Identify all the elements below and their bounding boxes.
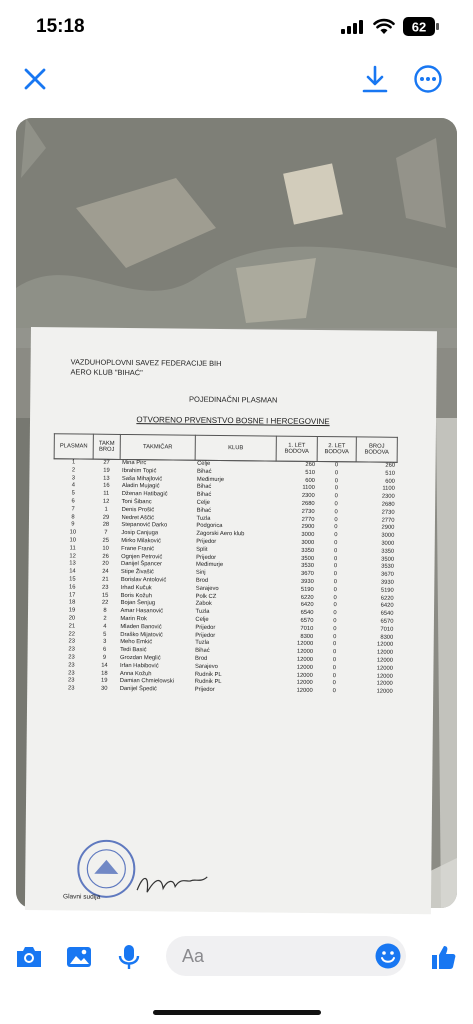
table-cell: 29 (102, 514, 110, 521)
table-cell: 3530 (381, 564, 395, 571)
table-cell: Prijedor (195, 624, 216, 631)
table-cell: 6220 (380, 595, 394, 602)
table-cell: 0 (333, 618, 337, 625)
table-cell: 9 (71, 521, 75, 528)
table-cell: 0 (334, 477, 339, 484)
microphone-icon[interactable] (114, 942, 144, 972)
table-cell: 23 (68, 662, 75, 669)
col-takm-broj: TAKM BROJ (93, 434, 120, 459)
table-cell: Mladen Banović (120, 623, 162, 631)
table-cell: Tuzla (195, 640, 210, 647)
table-cell: 7 (71, 506, 75, 513)
table-cell: 2900 (301, 524, 315, 531)
table-cell: 14 (101, 662, 108, 669)
table-cell: 6540 (300, 609, 314, 617)
table-cell: 5 (103, 631, 107, 638)
table-cell: 0 (333, 610, 337, 617)
table-cell: 23 (102, 584, 109, 591)
table-cell: 19 (101, 678, 108, 685)
table-cell: Meho Emkić (120, 639, 153, 646)
table-cell: 10 (69, 537, 77, 544)
table-cell: 13 (103, 475, 110, 482)
table-cell: 19 (68, 607, 76, 614)
table-cell: Grozdan Meglić (120, 654, 161, 662)
table-cell: 600 (305, 477, 315, 484)
table-cell: 0 (334, 547, 338, 554)
table-cell: 23 (68, 669, 75, 676)
table-cell: Dženan Hatibagić (121, 491, 168, 498)
table-cell: 12 (69, 552, 76, 560)
table-cell: Mirko Milaković (121, 537, 161, 545)
table-cell: 23 (68, 638, 75, 645)
table-cell: 0 (333, 555, 338, 562)
table-cell: 12000 (296, 656, 314, 663)
table-cell: 2300 (381, 493, 395, 501)
table-cell: 12000 (376, 673, 393, 680)
status-bar (0, 0, 473, 56)
table-cell: 9 (102, 654, 107, 661)
table-cell: 0 (333, 586, 337, 593)
table-cell: 3930 (300, 578, 314, 585)
table-cell: Prijedor (194, 686, 215, 694)
table-cell: 2900 (381, 525, 395, 532)
table-cell: 12000 (296, 680, 313, 687)
table-cell: Borislav Antolović (120, 576, 167, 584)
table-cell: 3670 (380, 571, 394, 578)
table-cell: 3 (103, 639, 107, 646)
table-cell: 6570 (380, 618, 394, 625)
table-cell: 0 (334, 462, 339, 469)
table-cell: 0 (333, 571, 338, 578)
table-cell: Toni Šibanc (121, 498, 152, 506)
status-time: 15:18 (36, 16, 85, 37)
table-cell: 7 (104, 529, 108, 536)
table-cell: Tedi Basić (120, 647, 147, 654)
table-cell: 22 (68, 630, 76, 638)
col-klub: KLUB (195, 435, 276, 461)
table-cell: 2770 (381, 517, 395, 524)
table-cell: 19 (103, 467, 110, 474)
table-cell: 2300 (301, 493, 315, 500)
table-cell: 3500 (381, 556, 395, 563)
table-cell: 0 (332, 672, 337, 679)
col-takmicar: TAKMIČAR (120, 434, 195, 460)
table-cell: 12000 (296, 648, 314, 656)
table-cell: 16 (69, 584, 76, 591)
download-icon[interactable] (361, 64, 389, 94)
table-cell: Aladin Mujagić (121, 483, 160, 490)
table-cell: 22 (101, 600, 109, 607)
table-cell: 13 (69, 560, 76, 567)
results-table (51, 433, 398, 696)
table-cell: 12000 (377, 641, 394, 649)
table-cell: Bihać (196, 507, 212, 514)
table-cell: 510 (305, 469, 316, 476)
table-cell: 17 (68, 591, 76, 599)
table-cell: Marin Rok (120, 615, 147, 623)
header-line: VAZDUHOPLOVNI SAVEZ FEDERACIJE BIH (70, 357, 222, 368)
table-cell: Draško Mijatović (120, 631, 163, 638)
table-cell: 0 (334, 532, 338, 539)
table-cell: 0 (334, 540, 338, 547)
table-cell: Međimurje (195, 562, 224, 569)
table-cell: 1 (104, 506, 108, 513)
table-cell: 1 (71, 459, 76, 466)
battery-level: 62 (411, 19, 427, 35)
table-cell: 27 (103, 459, 110, 466)
table-cell: 25 (102, 537, 110, 544)
table-header-row (54, 434, 397, 463)
table-cell: 12000 (376, 665, 393, 672)
table-cell: Saša Mihajlović (121, 475, 163, 482)
table-cell: 4 (103, 623, 107, 630)
table-cell: Irhad Kučuk (120, 584, 152, 592)
table-cell: 0 (333, 579, 337, 586)
table-cell: Sarajevo (194, 663, 218, 670)
table-cell: 0 (334, 508, 338, 516)
table-cell: 3350 (301, 547, 315, 554)
table-cell: Split (196, 546, 208, 553)
table-cell: 0 (334, 501, 338, 508)
table-cell: 24 (102, 568, 109, 575)
table-cell: 12000 (376, 680, 393, 688)
table-cell: Ognjen Petrović (121, 553, 163, 560)
table-cell: Stipe Živašić (120, 569, 154, 576)
table-cell: Danijel Špancer (120, 561, 162, 568)
table-cell: 12000 (376, 657, 394, 664)
table-cell: 510 (385, 470, 396, 477)
table-cell: 260 (385, 462, 396, 469)
table-cell: 8 (103, 607, 107, 614)
table-cell: 0 (334, 516, 338, 523)
table-cell: 2680 (301, 500, 315, 507)
table-cell: Rudnik PL (194, 671, 222, 678)
table-cell: 20 (102, 561, 109, 568)
table-cell: Zagorski Aero klub (196, 530, 245, 538)
table-cell: 3000 (381, 532, 395, 539)
table-cell: Celje (197, 460, 211, 467)
table-cell: 3000 (381, 540, 395, 547)
table-cell: 6540 (380, 610, 394, 617)
table-cell: 260 (305, 461, 316, 468)
table-cell: 30 (100, 685, 108, 692)
signature-label: Glavni sudija (62, 893, 101, 901)
viewer-toolbar (0, 58, 473, 102)
table-cell: 15 (101, 592, 109, 599)
table-cell: Ibrahim Topić (121, 467, 157, 475)
table-cell: 5 (71, 490, 75, 497)
table-cell: 15 (69, 576, 76, 583)
table-cell: 0 (333, 563, 338, 570)
table-cell: Brod (195, 577, 209, 584)
table-cell: 6 (71, 498, 75, 505)
document-subtitle: OTVORENO PRVENSTVO BOSNE I HERCEGOVINE (136, 415, 330, 427)
table-cell: Rudnik PL (194, 679, 222, 686)
table-cell: 18 (101, 670, 108, 677)
more-options-icon[interactable] (413, 64, 443, 94)
table-cell: 0 (333, 633, 337, 640)
col-let1: 1. LET BODOVA (276, 436, 317, 461)
table-cell: 1100 (302, 485, 315, 492)
table-cell: Tuzla (196, 515, 211, 522)
table-cell: 11 (69, 545, 76, 552)
table-cell: 7010 (300, 625, 314, 632)
table-cell: 0 (334, 469, 339, 477)
table-cell: 2 (103, 615, 107, 622)
table-cell: 3670 (300, 570, 314, 578)
table-cell: 21 (68, 623, 76, 630)
col-plasman: PLASMAN (54, 434, 93, 459)
table-cell: 0 (333, 625, 337, 632)
close-icon[interactable] (22, 66, 48, 92)
table-cell: 2680 (381, 501, 395, 508)
col-total: BROJ BODOVA (356, 437, 397, 462)
battery-icon (403, 17, 439, 36)
table-cell: 10 (69, 529, 77, 536)
table-cell: 1100 (382, 486, 395, 493)
table-cell: 2730 (381, 509, 395, 516)
table-cell: 3930 (380, 579, 394, 586)
table-cell: Bihać (196, 491, 212, 499)
table-cell: 12000 (297, 641, 314, 648)
table-cell: 5190 (380, 587, 394, 594)
table-cell: Prijedor (196, 554, 217, 561)
table-cell: 3530 (301, 563, 315, 570)
table-cell: 0 (332, 680, 336, 687)
signature-mark (133, 868, 213, 899)
table-cell: 0 (334, 524, 338, 531)
message-input[interactable] (166, 936, 406, 976)
table-cell: 16 (103, 483, 110, 490)
table-cell: 8300 (300, 633, 314, 640)
table-cell: 23 (68, 646, 75, 653)
table-cell: Sinj (195, 569, 206, 576)
club-stamp-icon (75, 837, 138, 900)
table-cell: 6420 (380, 603, 394, 610)
table-cell: 6220 (300, 594, 314, 601)
table-cell: 12 (102, 498, 110, 505)
table-cell: Stepanović Darko (121, 522, 168, 529)
table-cell: Tuzla (195, 608, 210, 616)
wifi-icon (373, 18, 395, 35)
table-cell: Amar Hasanović (120, 608, 164, 615)
table-cell: Anna Kožuh (119, 670, 152, 677)
table-cell: Prijedor (195, 632, 216, 639)
thumbs-up-icon[interactable] (428, 942, 458, 972)
table-cell: 18 (68, 599, 76, 606)
table-cell: Damian Chmielowski (119, 678, 174, 685)
table-cell: 0 (333, 594, 337, 601)
document-title: POJEDINAČNI PLASMAN (189, 394, 278, 405)
table-cell: 0 (334, 485, 338, 492)
table-cell: 28 (102, 522, 110, 529)
results-document (25, 327, 437, 914)
table-cell: 12000 (296, 672, 313, 679)
message-composer-bar (0, 930, 473, 990)
table-cell: Danijel Špedić (119, 686, 157, 693)
message-input-placeholder: Aa (182, 946, 205, 966)
table-cell: 12000 (296, 664, 313, 671)
table-cell: Frane Franić (121, 545, 155, 553)
table-cell: 23 (68, 654, 75, 661)
table-cell: Prijedor (196, 538, 217, 545)
table-cell: Bojan Šenjug (120, 600, 156, 607)
table-cell: Irfan Habibović (119, 662, 159, 670)
table-cell: 600 (385, 478, 395, 485)
table-cell: Denis Prošić (121, 506, 155, 514)
table-cell: Međimurje (196, 476, 225, 483)
table-cell: Bihać (195, 647, 210, 655)
table-cell: 0 (334, 493, 338, 500)
table-cell: 2 (71, 467, 76, 474)
table-cell: 12000 (376, 649, 394, 656)
gallery-icon[interactable] (64, 942, 94, 972)
table-cell: 8300 (380, 634, 394, 641)
table-cell: 6 (102, 646, 107, 653)
table-cell: Polk CZ (195, 593, 217, 600)
table-cell: 10 (102, 545, 109, 552)
table-cell: 12000 (296, 687, 313, 695)
table-cell: 0 (332, 649, 337, 656)
table-cell: Nedret Aščić (121, 514, 155, 521)
document-header (70, 357, 221, 379)
table-cell: 2770 (301, 516, 315, 523)
table-cell: 7010 (380, 626, 394, 633)
table-cell: 3350 (381, 548, 395, 555)
home-indicator (153, 1010, 321, 1015)
table-cell: Boris Kožuh (120, 592, 152, 599)
emoji-icon[interactable] (374, 942, 402, 970)
table-cell: 0 (333, 602, 337, 609)
table-cell: 0 (332, 657, 337, 664)
col-let2: 2. LET BODOVA (317, 437, 356, 462)
table-cell: 21 (102, 576, 109, 583)
table-cell: 12000 (376, 688, 393, 695)
table-cell: 3500 (301, 555, 315, 562)
table-cell: 0 (332, 688, 336, 695)
table-cell: 11 (103, 490, 110, 498)
table-cell: 0 (333, 641, 337, 648)
table-cell: 6570 (300, 617, 314, 624)
header-line: AERO KLUB "BIHAĆ" (70, 367, 143, 378)
table-cell: 0 (332, 664, 337, 671)
table-cell: 3 (71, 475, 76, 482)
table-cell: Bihać (196, 484, 212, 491)
table-cell: 5190 (300, 586, 314, 593)
table-cell: Celje (195, 616, 209, 623)
table-cell: 14 (69, 568, 76, 575)
table-cell: Podgorica (196, 523, 223, 530)
table-cell: 3000 (301, 539, 315, 546)
table-cell: Celje (196, 499, 210, 506)
table-cell: Zabok (195, 601, 212, 608)
table-cell: Josip Canjuga (121, 530, 159, 537)
table-cell: 3000 (301, 532, 315, 539)
table-cell: 20 (68, 615, 76, 622)
table-cell: Sarajevo (195, 585, 219, 592)
table-cell: 26 (102, 553, 109, 560)
table-cell: 23 (67, 685, 75, 692)
table-cell: 2730 (301, 508, 315, 515)
table-cell: Mina Pirc (122, 459, 147, 467)
camera-icon[interactable] (14, 942, 44, 972)
table-cell: 6420 (300, 602, 314, 609)
cellular-signal-icon (341, 20, 365, 34)
table-cell: 4 (71, 482, 75, 489)
table-cell: 8 (71, 514, 75, 521)
table-cell: Brod (195, 655, 208, 662)
table-cell: 23 (68, 677, 75, 684)
table-cell: Bihać (196, 468, 212, 475)
